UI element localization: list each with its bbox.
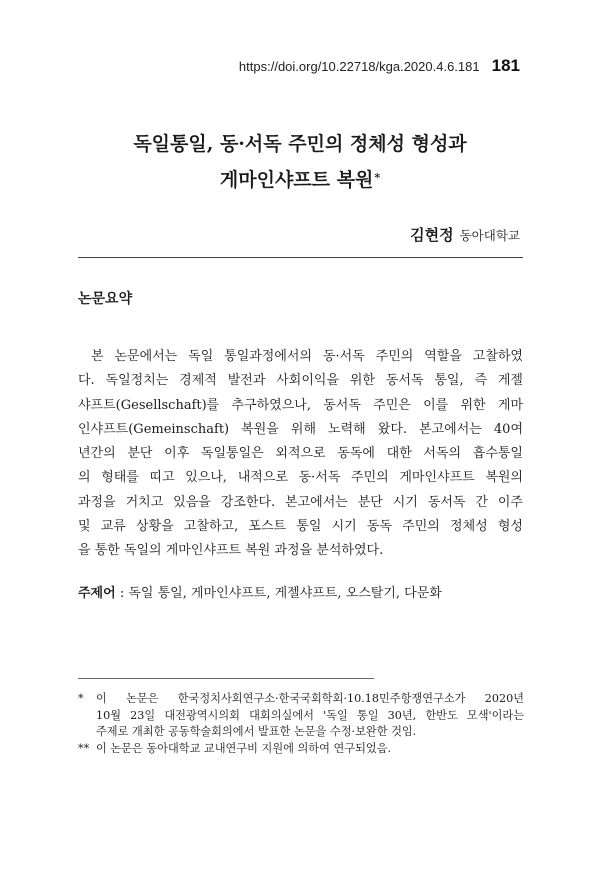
abstract-line: 의 형태를 띠고 있으나, 내적으로 동·서독 주민의 게마인샤프트 복원의 (78, 470, 523, 486)
author-name: 김현정 (410, 226, 454, 244)
footnote (78, 691, 524, 741)
title-line-2 (0, 161, 600, 197)
footnote-text (96, 741, 524, 758)
title-divider (78, 257, 523, 258)
keywords (78, 582, 442, 601)
paper-title (0, 127, 600, 197)
footnote-line: 주제로 개최한 공동학술회의에서 발표한 논문을 수정·보완한 것임. (96, 725, 417, 738)
abstract-line: 본 논문에서는 독일 통일과정에서의 동·서독 주민의 역할을 고찰하였 (91, 349, 523, 364)
page-number: 181 (491, 56, 520, 75)
title-footnote-mark[interactable]: * (374, 171, 381, 184)
keywords-text: 독일 통일, 게마인샤프트, 게젤샤프트, 오스탈기, 다문화 (128, 586, 442, 601)
abstract-heading: 논문요약 (78, 291, 133, 307)
page-header (239, 56, 520, 76)
abstract-body (78, 345, 523, 564)
keywords-separator: : (115, 586, 129, 601)
footnote-divider (78, 678, 374, 679)
title-line-1: 독일통일, 동·서독 주민의 정체성 형성과 (133, 133, 467, 155)
author-affiliation: 동아대학교 (459, 228, 520, 243)
keywords-label: 주제어 (78, 586, 116, 601)
footnote (78, 741, 524, 758)
footnote-line: 이 논문은 동아대학교 교내연구비 지원에 의하여 연구되었음. (96, 741, 392, 755)
footnote-line: 10월 23일 대전광역시의회 대회의실에서 '독일 통일 30년, 한반도 모색'이라는 (96, 708, 524, 722)
abstract-line: 및 교류 상황을 고찰하고, 포스트 통일 시기 동독 주민의 정체성 형성 (78, 519, 523, 535)
footnote-text (96, 691, 524, 741)
abstract-line: 다. 독일정치는 경제적 발전과 사회이익을 위한 동서독 통일, 즉 게젤 (78, 373, 523, 389)
abstract-line: 과정을 거치고 있음을 강조한다. 본고에서는 분단 시기 동서독 간 이주 (78, 494, 523, 510)
footnotes (78, 691, 524, 757)
title-line-2-text: 게마인샤프트 복원 (219, 169, 374, 191)
abstract-line: 인샤프트(Gemeinschaft) 복원을 위해 노력해 왔다. 본고에서는 40여 (78, 421, 523, 437)
abstract-line: 을 통한 독일의 게마인샤프트 복원 과정을 분석하였다. (78, 543, 384, 559)
author-block (410, 224, 520, 245)
abstract-line: 년간의 분단 이후 독일통일은 외적으로 동독에 대한 서독의 흡수통일 (78, 446, 523, 462)
abstract-line: 샤프트(Gesellschaft)를 추구하였으나, 동서독 주민은 이를 위한 게마 (78, 397, 523, 413)
footnote-line: 이 논문은 한국정치사회연구소·한국국회학회·10.18민주항쟁연구소가 2020년 (96, 692, 524, 705)
doi-link[interactable]: https://doi.org/10.22718/kga.2020.4.6.181 (238, 59, 480, 74)
footnote-mark: * (78, 692, 84, 705)
footnote-mark: ** (78, 741, 90, 755)
